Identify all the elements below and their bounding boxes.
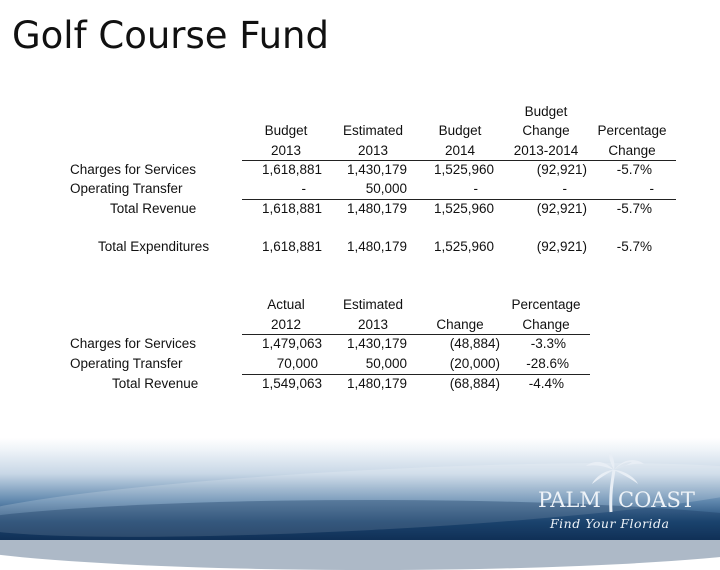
cell-estimated-2013: 1,430,179 [346, 336, 407, 351]
slide-title: Golf Course Fund [12, 14, 329, 57]
header-estimated-2013-line1: Estimated [342, 123, 404, 138]
cell-percentage-change: -5.7% [616, 201, 652, 216]
header-percentage-change-line1: Percentage [511, 297, 581, 312]
row-label-total-expenditures: Total Expenditures [98, 239, 210, 254]
header-budget-2013-line1: Budget [264, 123, 308, 138]
cell-percentage-change: - [649, 181, 654, 196]
header-rule [242, 334, 590, 335]
logo-name-left: PALM [538, 488, 601, 512]
header-budget-2014-line1: Budget [438, 123, 482, 138]
logo-tagline: Find Your Florida [550, 516, 670, 531]
cell-budget-change: (92,921) [536, 162, 587, 177]
subtotal-rule [242, 374, 590, 375]
cell-estimated-2013: 1,480,179 [346, 376, 407, 391]
cell-budget-2014: 1,525,960 [433, 239, 494, 254]
cell-percentage-change: -28.6% [526, 356, 569, 371]
header-rule [242, 160, 676, 161]
cell-budget-2014: - [473, 181, 478, 196]
cell-actual-2012: 70,000 [276, 356, 318, 371]
cell-budget-2013: 1,618,881 [261, 162, 322, 177]
cell-change: (68,884) [449, 376, 500, 391]
cell-change: (48,884) [449, 336, 500, 351]
header-budget-change-line1: Budget [524, 104, 568, 119]
row-label-total-revenue: Total Revenue [112, 376, 199, 391]
cell-estimated-2013: 50,000 [365, 181, 407, 196]
row-label-charges-for-services: Charges for Services [70, 162, 197, 177]
cell-actual-2012: 1,479,063 [261, 336, 322, 351]
cell-change: (20,000) [449, 356, 500, 371]
cell-budget-2014: 1,525,960 [433, 201, 494, 216]
header-estimated-2013-line2: 2013 [357, 143, 389, 158]
cell-budget-change: - [562, 181, 567, 196]
cell-budget-2013: - [301, 181, 306, 196]
header-budget-2013-line2: 2013 [270, 143, 302, 158]
cell-percentage-change: -5.7% [616, 239, 652, 254]
palm-coast-logo [536, 452, 695, 536]
cell-budget-2014: 1,525,960 [433, 162, 494, 177]
header-estimated-2013-line2: 2013 [357, 317, 389, 332]
header-percentage-change-line1: Percentage [597, 123, 667, 138]
cell-budget-change: (92,921) [536, 201, 587, 216]
header-percentage-change-line2: Change [522, 317, 570, 332]
header-estimated-2013-line1: Estimated [342, 297, 404, 312]
header-percentage-change-line2: Change [608, 143, 656, 158]
header-budget-change-line3: 2013-2014 [513, 143, 579, 158]
header-actual-2012-line2: 2012 [270, 317, 302, 332]
row-label-operating-transfer: Operating Transfer [70, 356, 183, 371]
cell-actual-2012: 1,549,063 [261, 376, 322, 391]
header-budget-2014-line2: 2014 [444, 143, 476, 158]
cell-estimated-2013: 1,430,179 [346, 162, 407, 177]
subtotal-rule [242, 199, 676, 200]
cell-estimated-2013: 1,480,179 [346, 201, 407, 216]
cell-percentage-change: -3.3% [530, 336, 566, 351]
row-label-charges-for-services: Charges for Services [70, 336, 197, 351]
header-change: Change [436, 317, 484, 332]
cell-percentage-change: -4.4% [528, 376, 564, 391]
cell-estimated-2013: 1,480,179 [346, 239, 407, 254]
cell-budget-2013: 1,618,881 [261, 201, 322, 216]
cell-percentage-change: -5.7% [616, 162, 652, 177]
row-label-operating-transfer: Operating Transfer [70, 181, 183, 196]
logo-name-right: COAST [618, 488, 695, 512]
header-actual-2012-line1: Actual [267, 297, 305, 312]
cell-estimated-2013: 50,000 [365, 356, 407, 371]
header-budget-change-line2: Change [522, 123, 570, 138]
row-label-total-revenue: Total Revenue [110, 201, 197, 216]
cell-budget-change: (92,921) [536, 239, 587, 254]
cell-budget-2013: 1,618,881 [261, 239, 322, 254]
